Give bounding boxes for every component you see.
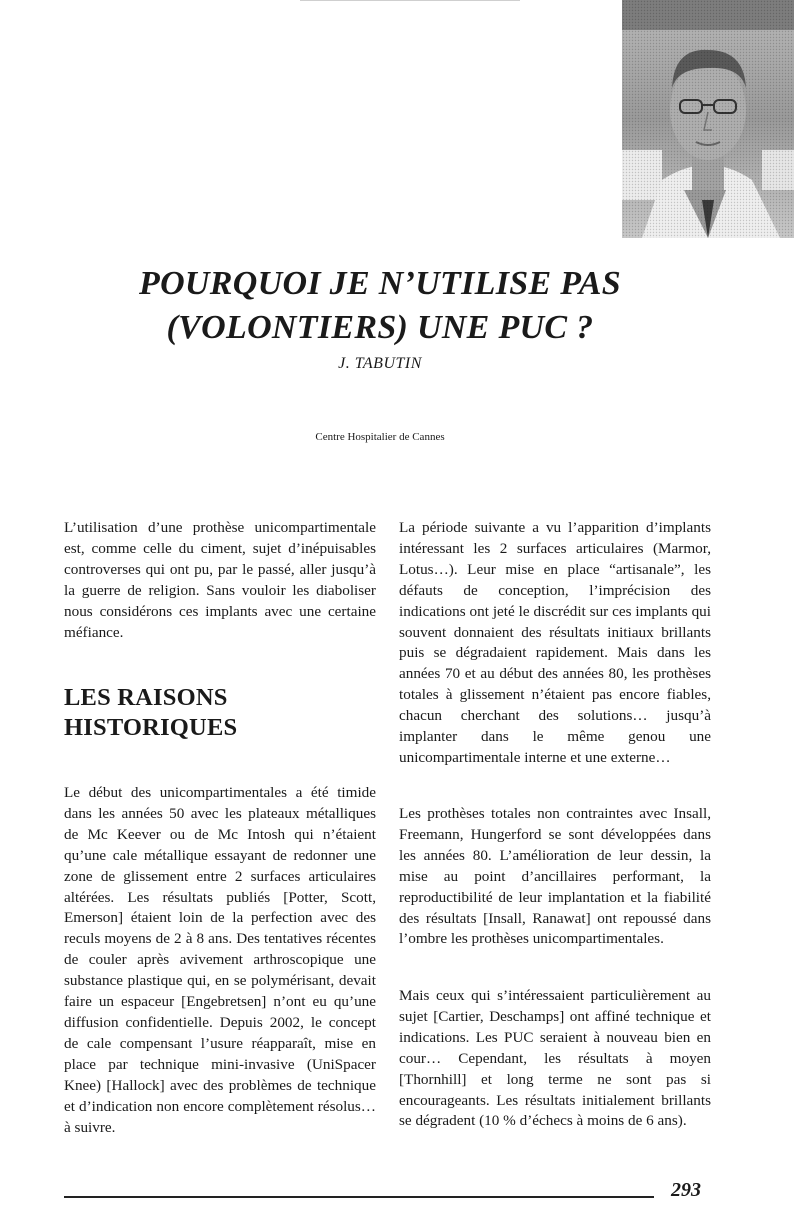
section-heading-line-2: HISTORIQUES	[64, 714, 238, 741]
right-paragraph-2-block	[399, 804, 711, 950]
historical-paragraph: Le début des unicompartimentales a été timide dans les années 50 avec les plateaux métalliques de Mc Keever ou de Mc Intosh qui n’étaient qu’une cale métallique essayant de redonner une zone de glissement entre 2 surfaces articulaires altérées. Les résultats publiés [Potter, Scott, Emerson] étaient loin de la perfection avec des reculs moyens de 2 à 8 ans. Des tentatives récentes de couler après avivement arthroscopique une substance plastique qui, en se polymérisant, devait faire un espaceur [Engebretsen] n’ont eu qu’une diffusion confidentielle. Depuis 2002, le concept de cale compensant l’usure réapparaît, mise en place par technique mini-invasive (UniSpacer Knee) [Hallock] avec des problèmes de technique et d’indication non encore complètement résolus… à suivre.	[64, 784, 376, 1136]
author-photo	[622, 0, 794, 238]
right-paragraph-2: Les prothèses totales non contraintes avec Insall, Freemann, Hungerford se sont développées dans les années 80. L’amélioration de leur dessin, la mise au point d’ancillaires performant, la reproductibilité de leur implantation et la fiabilité des résultats [Insall, Ranawat] ont repoussé dans l’ombre les prothèses unicompartimentales.	[399, 805, 711, 948]
page-number: 293	[671, 1179, 701, 1201]
article-title-line-2: (VOLONTIERS) UNE PUC ?	[166, 309, 594, 346]
author-name: J. TABUTIN	[338, 355, 422, 372]
historical-paragraph-block	[64, 783, 376, 1138]
intro-paragraph-block	[64, 518, 376, 643]
footer-rule	[64, 1196, 654, 1198]
intro-paragraph: L’utilisation d’une prothèse unicompartimentale est, comme celle du ciment, sujet d’inépuisables controverses qui ont pu, par le passé, aller jusqu’à la guerre de religion. Sans vouloir les diaboliser nous considérons ces implants avec une certaine méfiance.	[64, 519, 376, 641]
top-decorative-rule	[300, 0, 520, 1]
section-heading-line-1: LES RAISONS	[64, 684, 228, 711]
right-paragraph-3-block	[399, 986, 711, 1132]
right-paragraph-1-block	[399, 518, 711, 769]
right-paragraph-3: Mais ceux qui s’intéressaient particulièrement au sujet [Cartier, Deschamps] ont affiné technique et indications. Les PUC seraient à nouveau bien en cour… Cependant, les résultats à moyen [Thornhill] et long terme ne sont pas si encourageants. Les résultats initialement brillants se dégradent (10 % d’échecs à moins de 6 ans).	[399, 987, 711, 1130]
author-affiliation: Centre Hospitalier de Cannes	[315, 431, 445, 443]
section-heading	[64, 683, 237, 743]
article-title	[80, 262, 680, 350]
article-title-line-1: POURQUOI JE N’UTILISE PAS	[139, 265, 621, 302]
right-paragraph-1: La période suivante a vu l’apparition d’implants intéressant les 2 surfaces articulaires (Marmor, Lotus…). Leur mise en place “artisanale”, les défauts de conception, l’imprécision des indications ont jeté le discrédit sur ces implants qui souvent donnaient des résultats initiaux brillants puis se dégradaient rapidement. Mais dans les années 70 et au début des années 80, les prothèses totales à glissement n’étaient pas encore fiables, chacun cherchant des solutions… jusqu’à implanter dans le même genou une unicompartimentale interne et une externe…	[399, 519, 711, 766]
